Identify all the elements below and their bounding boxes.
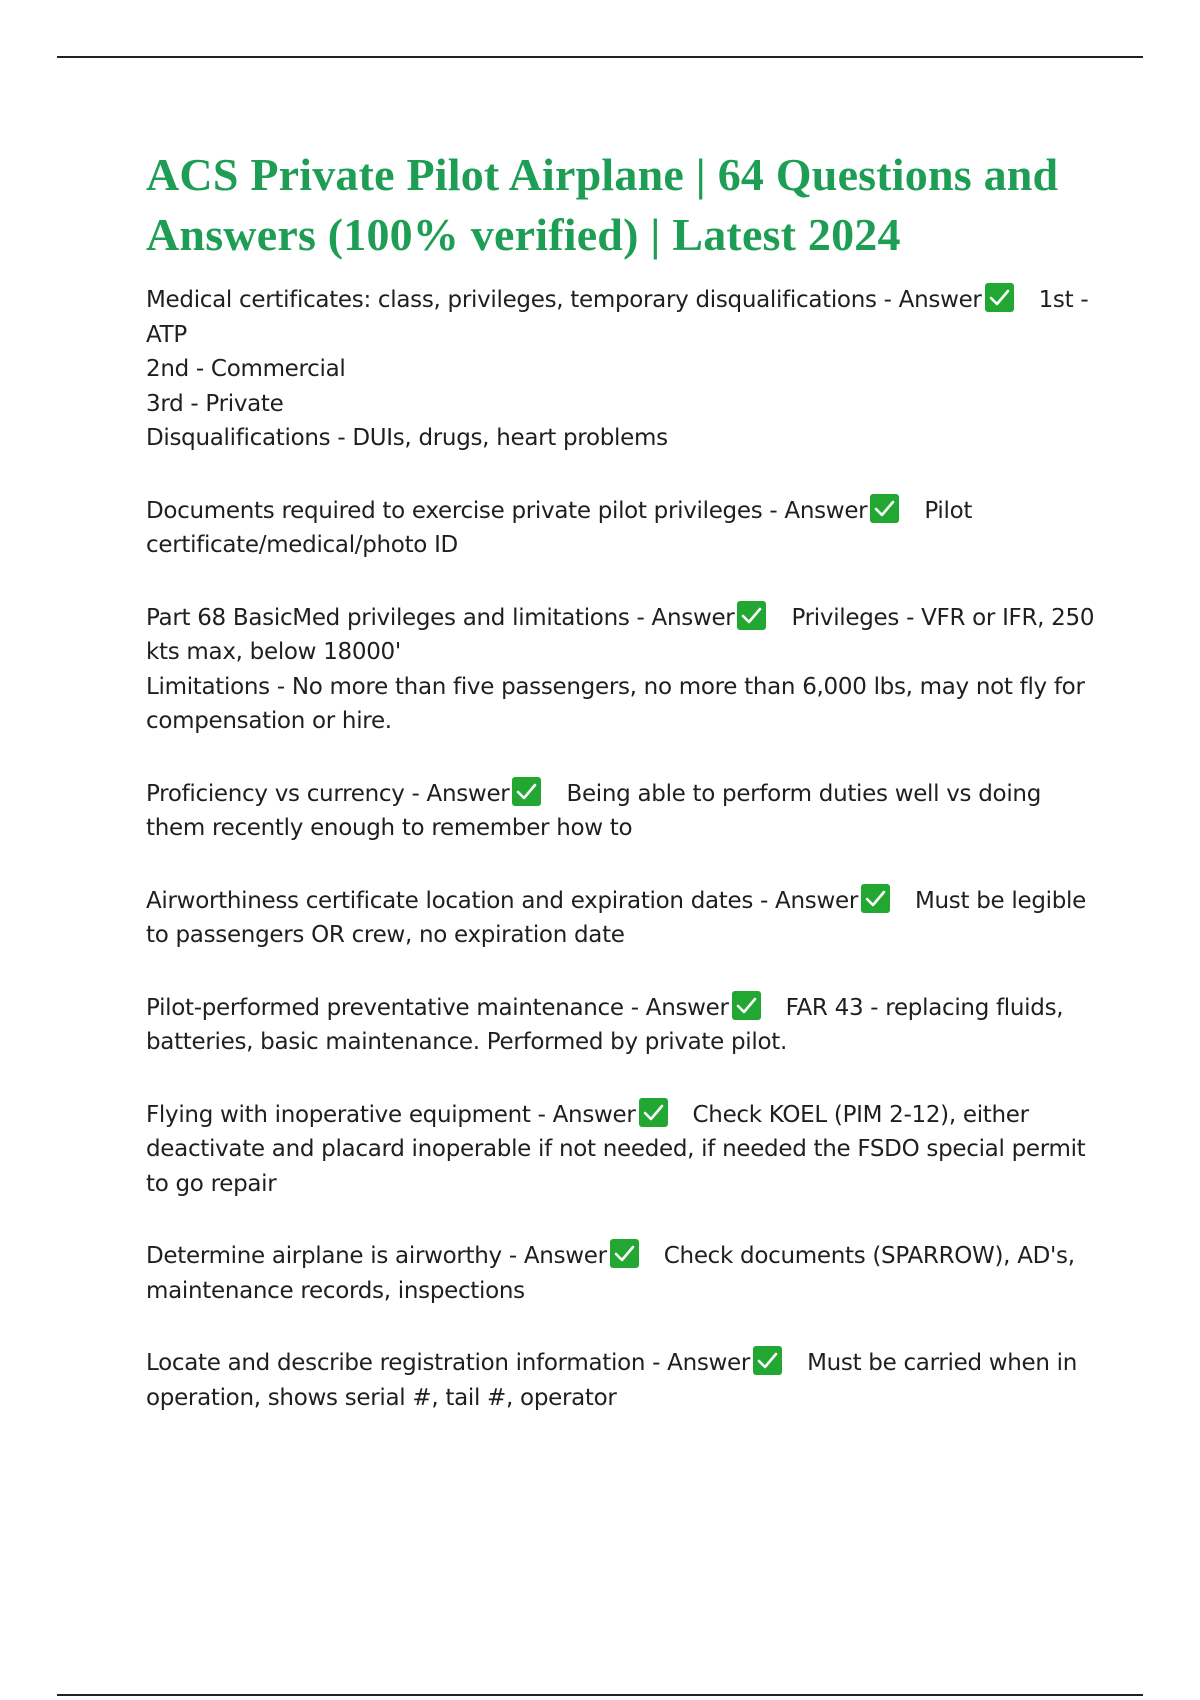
- question-text: Airworthiness certificate location and expiration dates - Answer: [146, 887, 858, 914]
- question-text: Locate and describe registration information - Answer: [146, 1350, 751, 1376]
- question-text: Medical certificates: class, privileges, temporary disqualifications - Answer: [146, 287, 982, 313]
- answer-text: FAR 43 - replacing fluids, batteries, basic maintenance. Performed by private pilot.: [146, 994, 1064, 1055]
- answer-text: Must be carried when in operation, shows serial #, tail #, operator: [146, 1350, 1078, 1411]
- checkmark-icon: [610, 1239, 639, 1268]
- answer-text: Disqualifications - DUIs, drugs, heart problems: [146, 425, 668, 451]
- qa-item: [146, 494, 1096, 563]
- checkmark-icon: [732, 991, 761, 1020]
- question-text: Proficiency vs currency - Answer: [146, 780, 510, 807]
- checkmark-icon: [639, 1098, 668, 1127]
- question-text: Flying with inoperative equipment - Answer: [146, 1101, 636, 1128]
- checkmark-icon: [512, 777, 541, 806]
- checkmark-icon: [861, 884, 890, 913]
- answer-text: Check KOEL (PIM 2-12), either deactivate and placard inoperable if not needed, if needed the FSDO special permit to go repair: [146, 1101, 1086, 1197]
- bottom-rule: [57, 1694, 1143, 1696]
- answer-text: Privileges - VFR or IFR, 250 kts max, below 18000': [146, 604, 1095, 665]
- qa-item: [146, 884, 1096, 953]
- qa-item: [146, 283, 1096, 456]
- checkmark-icon: [737, 601, 766, 630]
- answer-text: Pilot certificate/medical/photo ID: [146, 497, 973, 558]
- checkmark-icon: [985, 283, 1014, 312]
- checkmark-icon: [870, 494, 899, 523]
- qa-item: [146, 601, 1096, 739]
- qa-item: [146, 991, 1096, 1060]
- qa-item: [146, 1098, 1096, 1202]
- answer-text: 2nd - Commercial: [146, 356, 346, 382]
- document-title: ACS Private Pilot Airplane | 64 Questions and Answers (100% verified) | Latest 2024: [146, 149, 1059, 260]
- question-text: Documents required to exercise private pilot privileges - Answer: [146, 497, 868, 524]
- qa-list: [146, 283, 1096, 1415]
- answer-text: Check documents (SPARROW), AD's, maintenance records, inspections: [146, 1243, 1075, 1304]
- top-rule: [57, 56, 1143, 58]
- question-text: Part 68 BasicMed privileges and limitations - Answer: [146, 604, 735, 631]
- answer-text: 1st - ATP: [146, 287, 1089, 348]
- question-text: Determine airplane is airworthy - Answer: [146, 1243, 607, 1269]
- answer-text: Being able to perform duties well vs doing them recently enough to remember how to: [146, 780, 1041, 841]
- qa-item: [146, 1239, 1096, 1308]
- answer-text: Must be legible to passengers OR crew, no expiration date: [146, 887, 1086, 948]
- document-body: [146, 145, 1096, 1453]
- checkmark-icon: [753, 1346, 782, 1375]
- qa-item: [146, 1346, 1096, 1415]
- question-text: Pilot-performed preventative maintenance - Answer: [146, 994, 729, 1021]
- answer-text: 3rd - Private: [146, 390, 284, 417]
- answer-text: Limitations - No more than five passengers, no more than 6,000 lbs, may not fly for compensation or hire.: [146, 673, 1085, 734]
- qa-item: [146, 777, 1096, 846]
